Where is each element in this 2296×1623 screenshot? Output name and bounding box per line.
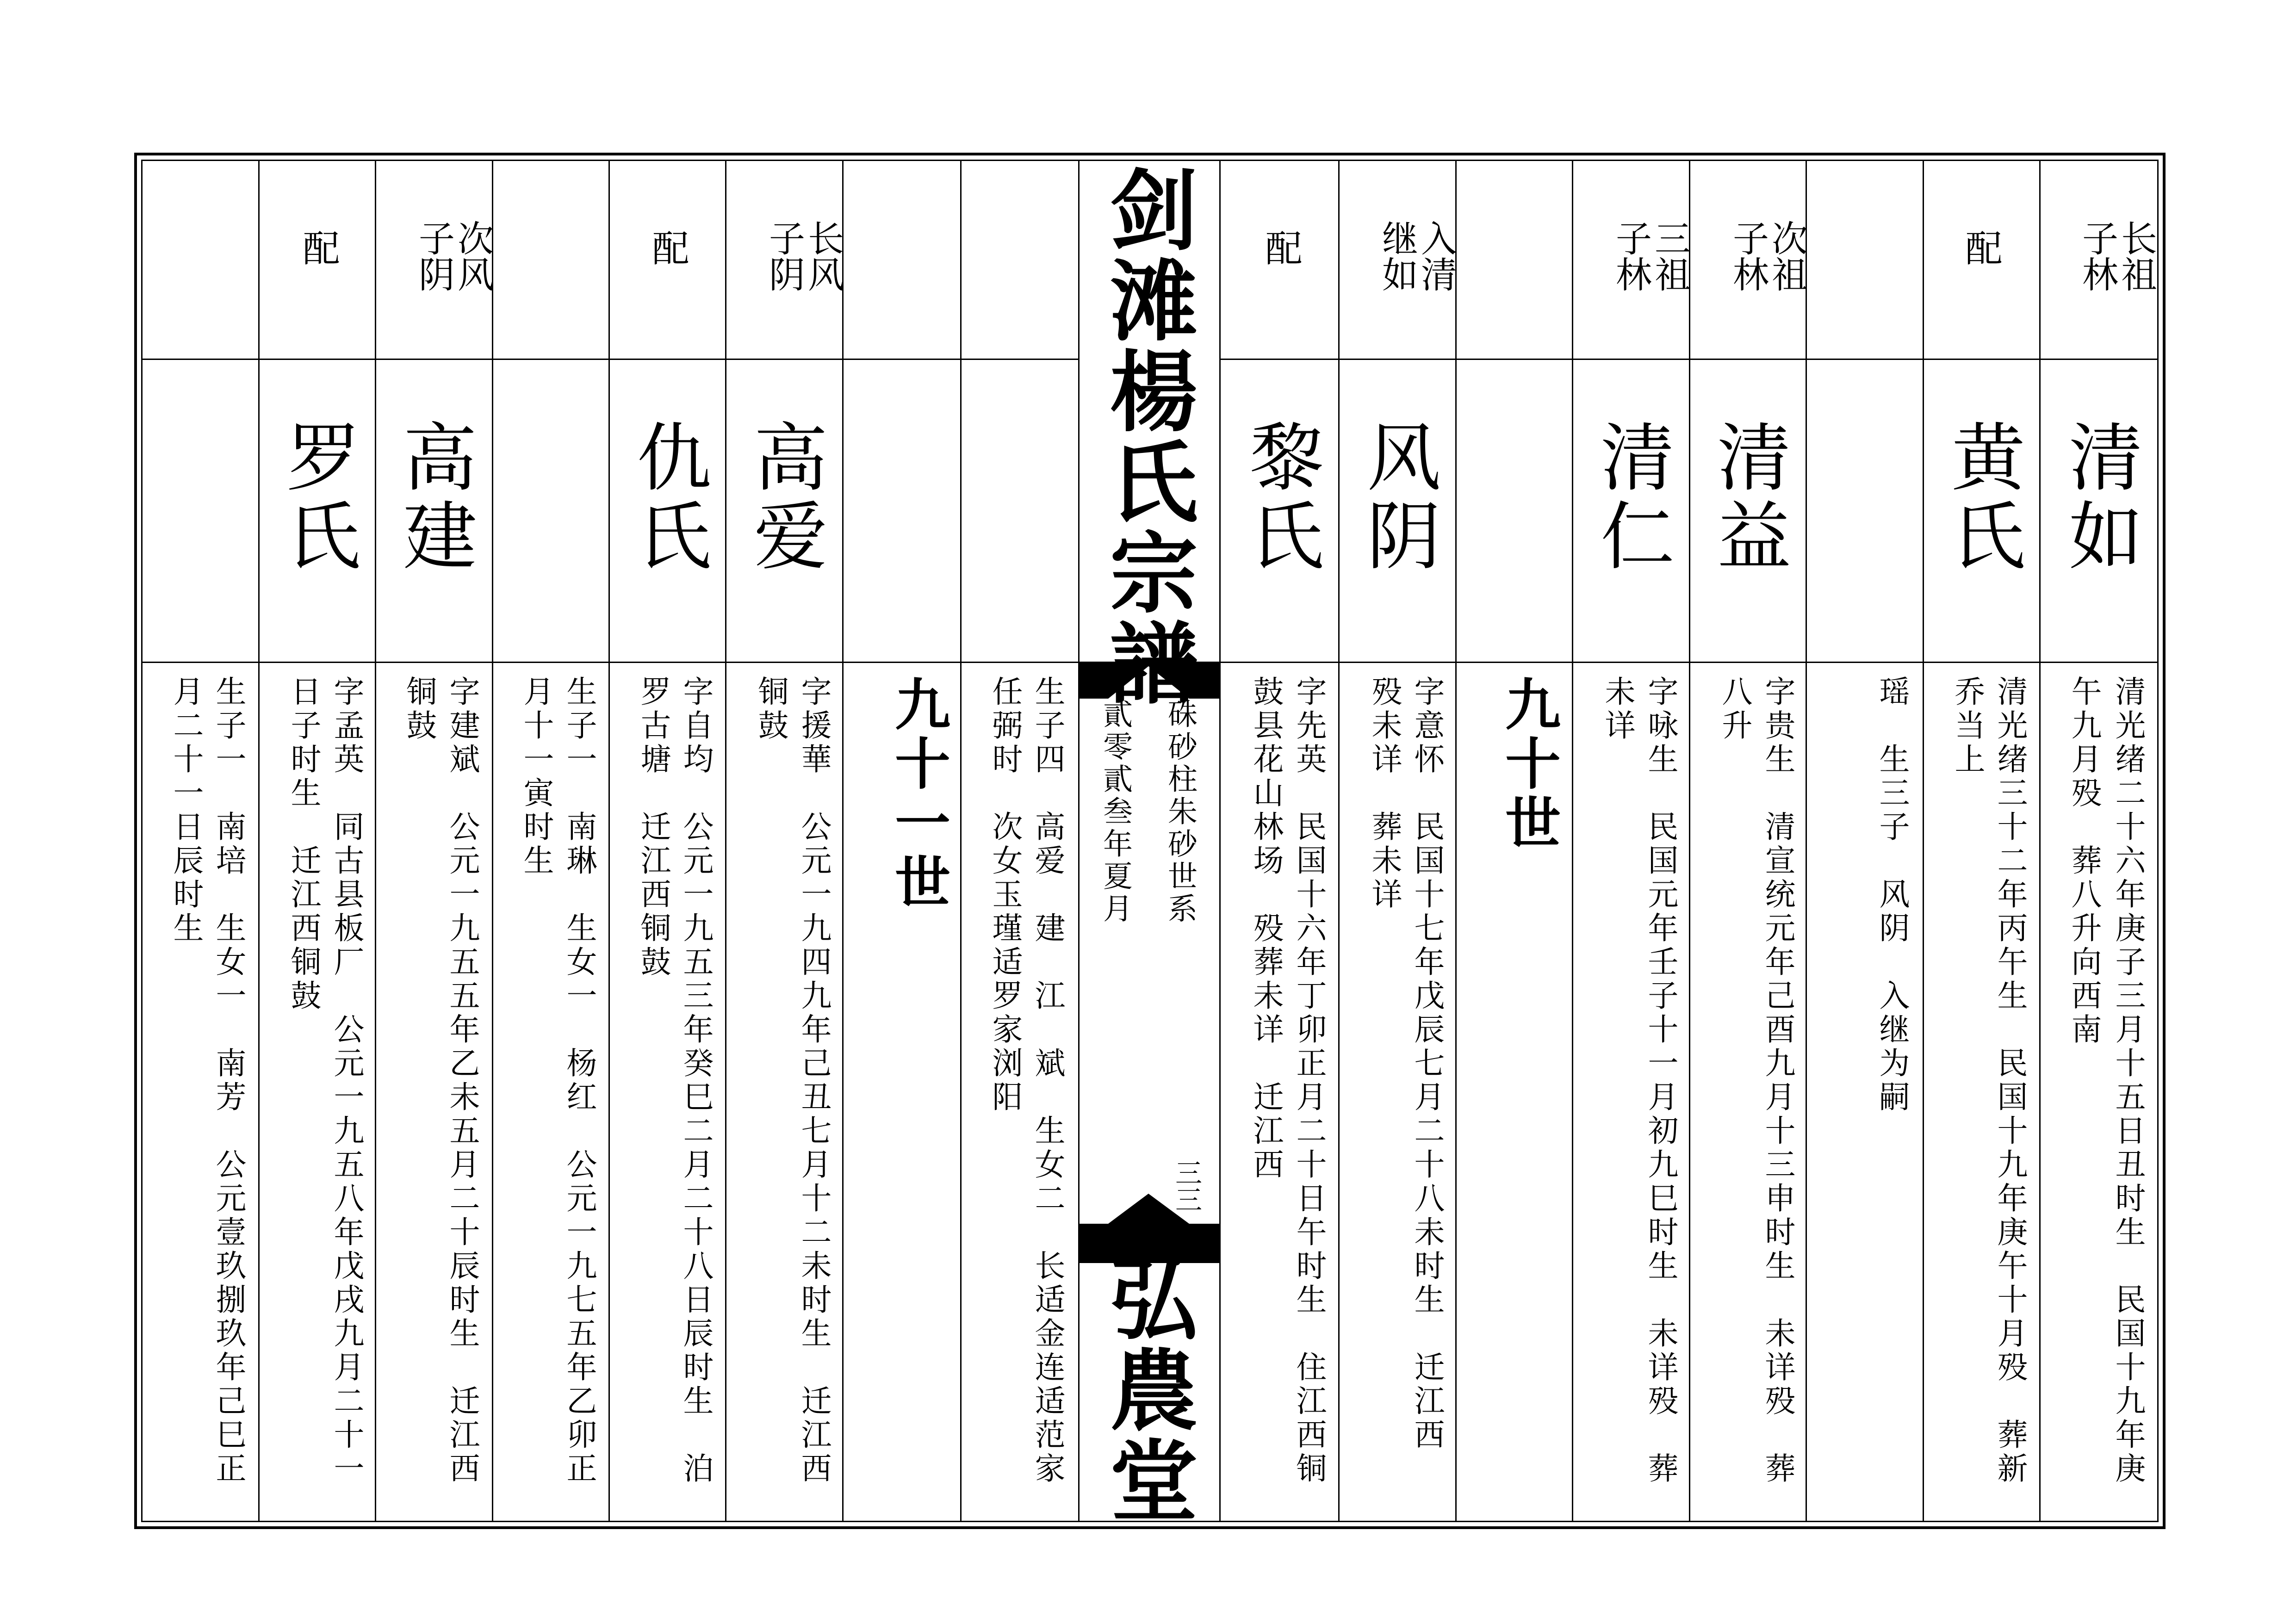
person-name: 黎氏 bbox=[1237, 419, 1324, 576]
entry-text: 字意怀 民国十七年戊辰七月二十八未时生 迁江西 bbox=[1409, 675, 1445, 1452]
entry-text: 乔当上 bbox=[1949, 675, 1985, 777]
column-rule bbox=[1338, 160, 1340, 1522]
genealogy-title: 剑滩楊氏宗譜 bbox=[1095, 164, 1198, 708]
entry-text: 瑶 生三子 风阴 入继为嗣 bbox=[1874, 675, 1910, 1115]
entry-text: 字贵生 清宣统元年己酉九月十三申时生 未详殁 葬 bbox=[1760, 675, 1795, 1486]
column-rule bbox=[1689, 160, 1690, 1522]
entry-text: 生子一 南琳 生女一 杨红 公元一九七五年乙卯正 bbox=[561, 675, 597, 1486]
relation-label: 入清 继如 bbox=[1376, 220, 1457, 292]
column-rule bbox=[1572, 160, 1573, 1522]
column-rule bbox=[258, 160, 260, 1522]
person-name: 清益 bbox=[1705, 419, 1791, 576]
entry-text: 日子时生 迁江西铜鼓 bbox=[285, 675, 321, 1013]
relation-label: 配 bbox=[1259, 229, 1302, 266]
column-rule bbox=[2039, 160, 2041, 1522]
entry-text: 生子四 高爱 建 江 斌 生女二 长适金连适范家 bbox=[1030, 675, 1065, 1486]
relation-label: 次风 子阴 bbox=[413, 220, 493, 292]
column-rule bbox=[1455, 160, 1457, 1522]
entry-text: 字自均 公元一九五三年癸巳二月二十八日辰时生 泊 bbox=[678, 675, 714, 1486]
entry-text: 字建斌 公元一九五五年乙未五月二十辰时生 迁江西 bbox=[444, 675, 480, 1486]
page-number: 三三 bbox=[1171, 1159, 1202, 1213]
entry-text: 字咏生 民国元年壬子十一月初九巳时生 未详殁 葬 bbox=[1643, 675, 1678, 1486]
column-rule bbox=[960, 160, 962, 1522]
entry-text: 字先英 民国十六年丁卯正月二十日午时生 住江西铜 bbox=[1291, 675, 1327, 1486]
entry-text: 月十一寅时生 bbox=[518, 675, 554, 878]
column-rule bbox=[842, 160, 844, 1522]
person-name: 风阴 bbox=[1354, 419, 1441, 576]
column-rule bbox=[1219, 160, 1221, 1522]
entry-text: 生子一 南培 生女一 南芳 公元壹玖捌玖年己巳正 bbox=[211, 675, 246, 1486]
entry-text: 清光绪二十六年庚子三月十五日丑时生 民国十九年庚 bbox=[2110, 675, 2146, 1486]
column-rule bbox=[375, 160, 376, 1522]
relation-label: 次祖 子林 bbox=[1727, 220, 1807, 292]
entry-text: 午九月殁 葬八升向西南 bbox=[2066, 675, 2102, 1047]
person-name: 仇氏 bbox=[625, 419, 711, 576]
column-rule bbox=[492, 160, 493, 1522]
relation-label: 配 bbox=[1959, 229, 2002, 266]
branch-label: 硃砂柱朱砂世系 bbox=[1163, 699, 1197, 925]
person-name: 高爱 bbox=[741, 419, 828, 576]
relation-label: 长风 子阴 bbox=[763, 220, 844, 292]
entry-text: 清光绪三十二年丙午生 民国十九年庚午十月殁 葬新 bbox=[1992, 675, 2028, 1486]
entry-text: 月二十一日辰时生 bbox=[168, 675, 204, 946]
person-name: 罗氏 bbox=[274, 419, 360, 576]
entry-text: 铜鼓 bbox=[753, 675, 788, 743]
generation-marker: 九十世 bbox=[1496, 675, 1561, 853]
compile-date: 貳零貳叁年夏月 bbox=[1098, 699, 1132, 925]
entry-text: 鼓县花山林场 殁葬未详 迁江西 bbox=[1248, 675, 1284, 1182]
column-rule bbox=[608, 160, 610, 1522]
relation-label: 配 bbox=[646, 229, 689, 266]
generation-marker: 九十一世 bbox=[886, 675, 951, 912]
entry-text: 铜鼓 bbox=[401, 675, 437, 743]
person-name: 高建 bbox=[391, 419, 477, 576]
column-rule bbox=[1806, 160, 1807, 1522]
relation-label: 配 bbox=[297, 229, 340, 266]
relation-label: 长祖 子林 bbox=[2076, 220, 2157, 292]
entry-text: 未详 bbox=[1600, 675, 1635, 743]
column-rule bbox=[1923, 160, 1924, 1522]
entry-text: 殁未详 葬未详 bbox=[1366, 675, 1402, 912]
entry-text: 任弼时 次女玉瑾适罗家浏阳 bbox=[987, 675, 1023, 1115]
entry-text: 字援華 公元一九四九年己丑七月十二未时生 迁江西 bbox=[796, 675, 832, 1486]
entry-text: 字孟英 同古县板厂 公元一九五八年戊戌九月二十一 bbox=[329, 675, 364, 1486]
column-rule bbox=[725, 160, 726, 1522]
relation-label: 三祖 子林 bbox=[1610, 220, 1690, 292]
person-name: 清仁 bbox=[1588, 419, 1675, 576]
entry-text: 罗古塘 迁江西铜鼓 bbox=[635, 675, 671, 979]
hall-name: 弘農堂 bbox=[1095, 1254, 1198, 1526]
person-name: 清如 bbox=[2056, 419, 2143, 576]
entry-text: 八升 bbox=[1717, 675, 1752, 743]
person-name: 黄氏 bbox=[1939, 419, 2025, 576]
